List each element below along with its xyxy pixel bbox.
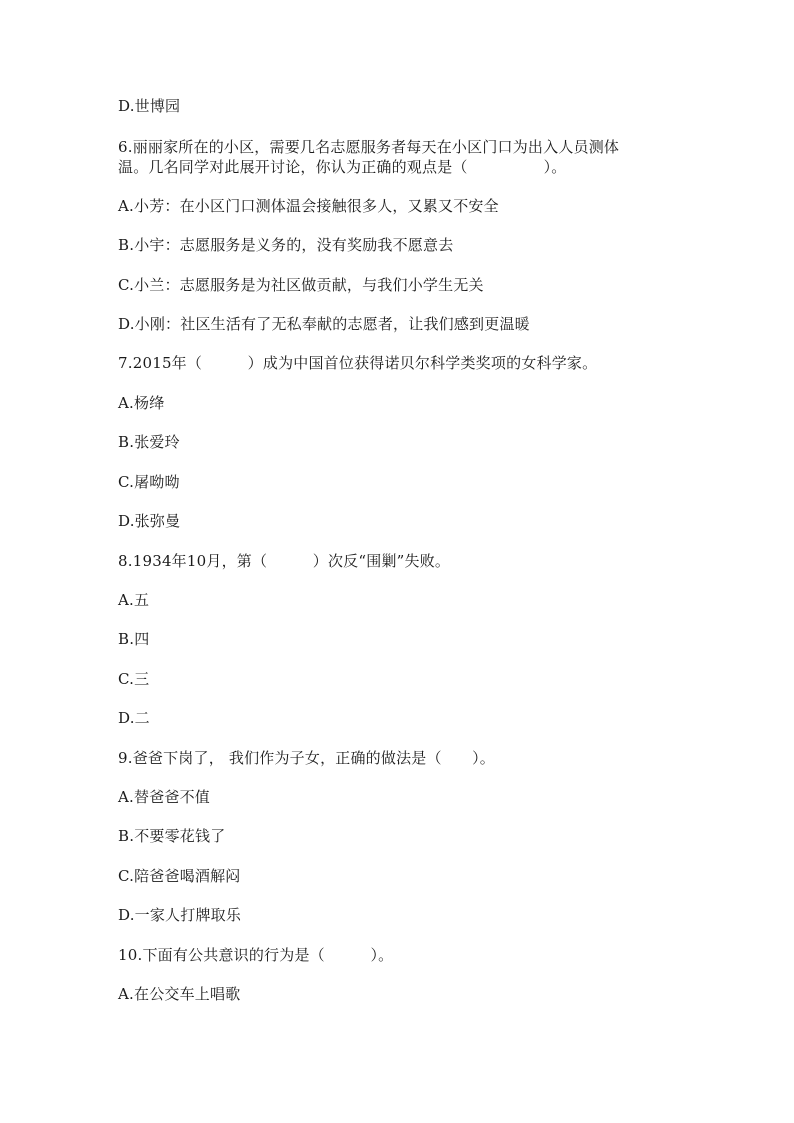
option-9a: A.替爸爸不值 (118, 788, 211, 806)
option-7c: C.屠呦呦 (118, 473, 180, 491)
option-7b: B.张爱玲 (118, 433, 180, 451)
question-9: 9.爸爸下岗了， 我们作为子女，正确的做法是（ ）。 (118, 749, 495, 767)
option-7d: D.张弥曼 (118, 512, 181, 530)
question-8: 8.1934年10月，第（ ）次反“围剿”失败。 (118, 552, 451, 570)
option-8b: B.四 (118, 630, 150, 648)
option-6c: C.小兰：志愿服务是为社区做贡献，与我们小学生无关 (118, 276, 484, 294)
option-9d: D.一家人打牌取乐 (118, 906, 242, 924)
option-9c: C.陪爸爸喝酒解闷 (118, 867, 241, 885)
question-6-line-2: 温。几名同学对此展开讨论，你认为正确的观点是（ ）。 (118, 158, 567, 176)
option-9b: B.不要零花钱了 (118, 827, 226, 845)
option-8a: A.五 (118, 591, 150, 609)
question-6-line-1: 6.丽丽家所在的小区，需要几名志愿服务者每天在小区门口为出入人员测体 (118, 138, 620, 156)
question-7: 7.2015年（ ）成为中国首位获得诺贝尔科学类奖项的女科学家。 (118, 354, 598, 372)
question-10: 10.下面有公共意识的行为是（ ）。 (118, 946, 394, 964)
option-6a: A.小芳：在小区门口测体温会接触很多人，又累又不安全 (118, 197, 499, 215)
option-8c: C.三 (118, 670, 150, 688)
option-8d: D.二 (118, 709, 150, 727)
option-6d: D.小刚：社区生活有了无私奉献的志愿者，让我们感到更温暖 (118, 315, 530, 333)
option-7a: A.杨绛 (118, 394, 165, 412)
option-6b: B.小宇：志愿服务是义务的，没有奖励我不愿意去 (118, 236, 454, 254)
option-10a: A.在公交车上唱歌 (118, 985, 241, 1003)
option-5d: D.世博园 (118, 97, 181, 115)
